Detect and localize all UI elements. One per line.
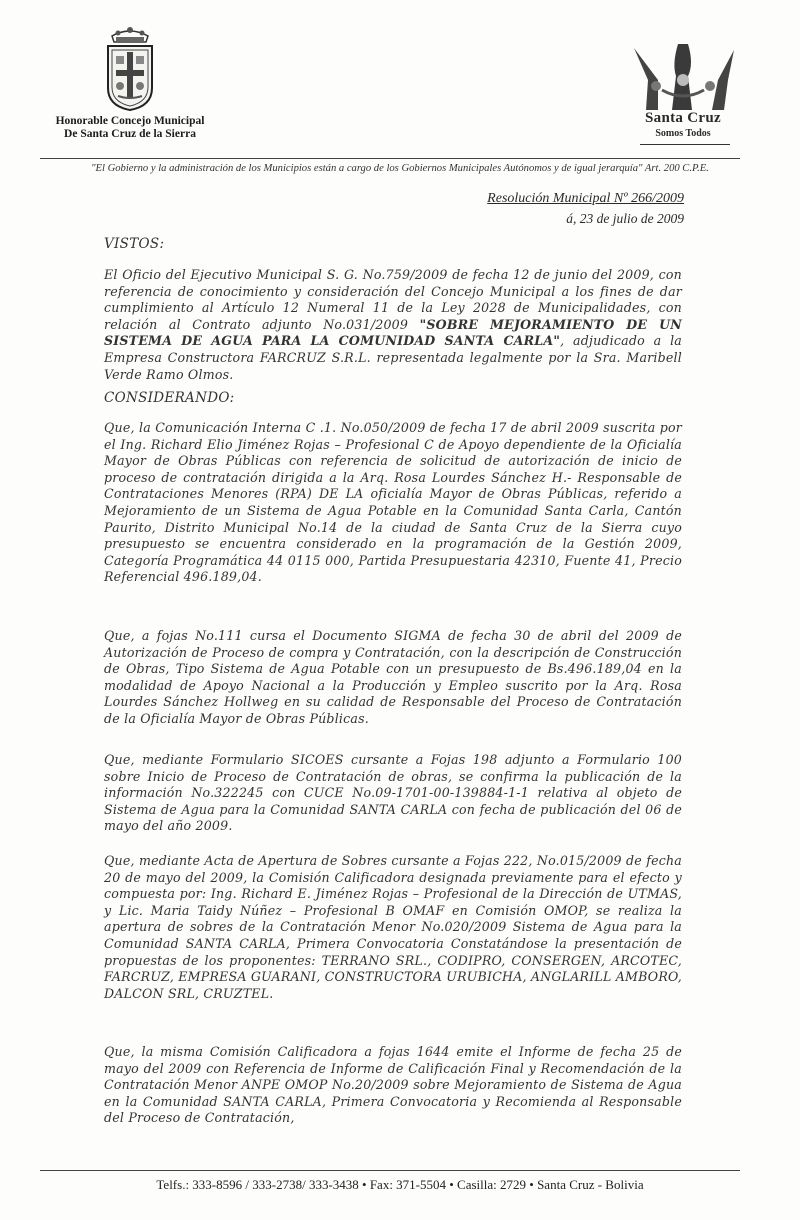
org-name-line2: De Santa Cruz de la Sierra [64,128,196,140]
considerando-paragraph-3: Que, mediante Formulario SICOES cursante a Fojas 198 adjunto a Formulario 100 sobre Inicio de Proceso de Contratación de obras, se confirma la publicación de la información No.322245 con CUCE No.09-1701-00-139884-1-1 relativa al objeto de Sistema de Agua para la Comunidad SANTA CARLA con fecha de publicación del 06 de mayo del año 2009. [104,752,682,834]
constitution-quote: "El Gobierno y la administración de los Municipios están a cargo de los Gobiernos Municipales Autónomos y de igual jerarquía" Art. 200 C.P.E. [91,163,709,174]
considerando-paragraph-4: Que, mediante Acta de Apertura de Sobres cursante a Fojas 222, No.015/2009 de fecha 20 de mayo del 2009, la Comisión Calificadora designada previamente para el efecto y compuesta por: Ing. Richard E. Jiménez Rojas – Profesional de la Dirección de UTMAS, y Lic. Maria Taidy Núñez – Profesional B OMAF en Comisión OMOP, se realiza la apertura de sobres de la Contratación Menor No.020/2009 Sistema de Agua para la Comunidad SANTA CARLA, Primera Convocatoria Constatándose la presentación de propuestas de los proponentes: TERRANO SRL., CODIPRO, CONSERGEN, ARCOTEC, FARCRUZ, EMPRESA GUARANI, CONSTRUCTORA URUBICHA, ANGLARILL AMBORO, DALCON SRL, CRUZTEL. [104,853,683,1001]
considerando-paragraph-2: Que, a fojas No.111 cursa el Documento SIGMA de fecha 30 de abril del 2009 de Autorización de Proceso de compra y Contratación, con la descripción de Construcción de Obras, Tipo Sistema de Agua Potable con un presupuesto de Bs.496.189,04 en la modalidad de Apoyo Nacional a la Producción y Empleo suscrito por la Arq. Rosa Lourdes Sánchez Hollweg en su calidad de Responsable del Proceso de Contratación de la Oficialía Mayor de Obras Públicas. [104,628,682,726]
resolution-title: Resolución Municipal Nº 266/2009 [487,191,684,206]
coat-of-arms-icon [104,26,156,112]
logo-subtitle: Somos Todos [655,128,711,139]
footer-divider [40,1170,740,1171]
org-name-line1: Honorable Concejo Municipal [55,115,205,127]
santa-cruz-logo-icon [628,40,740,118]
header-divider [40,158,740,159]
resolution-date: á, 23 de julio de 2009 [566,211,684,226]
vistos-text-part1: El Oficio del Ejecutivo Municipal S. G. No.759/2009 de fecha 12 de junio del 2009, con referencia de conocimiento y consideración del Concejo Municipal a los fines de dar cumplimiento al Artículo 12 Numeral 11 de la Ley 2028 de Municipalidades, con relación al Contrato adjunto No.031/2009 [104,267,682,332]
vistos-paragraph [104,267,682,383]
organization-name [30,115,230,141]
contract-title: "SOBRE MEJORAMIENTO DE UN SISTEMA DE AGUA PARA LA COMUNIDAD SANTA CARLA" [104,316,682,349]
contact-footer: Telfs.: 333-8596 / 333-2738/ 333-3438 • Fax: 371-5504 • Casilla: 2729 • Santa Cruz - Bolivia [156,1177,644,1192]
section-heading-vistos: VISTOS: [104,236,165,252]
logo-underline [640,144,730,145]
vistos-text-part2: , adjudicado a la Empresa Constructora FARCRUZ S.R.L. representada legalmente por la Sra. Maribell Verde Ramo Olmos. [104,333,683,382]
logo-title: Santa Cruz [645,110,721,126]
considerando-paragraph-1: Que, la Comunicación Interna C .1. No.050/2009 de fecha 17 de abril 2009 suscrita por el Ing. Richard Elio Jiménez Rojas – Profesional C de Apoyo dependiente de la Oficialía Mayor de Obras Públicas con referencia de solicitud de autorización de inicio de proceso de contratación dirigida a la Arq. Rosa Lourdes Sánchez H.- Responsable de Contrataciones Menores (RPA) DE LA oficialía Mayor de Obras Públicas, referido a Mejoramiento de un Sistema de Agua Potable en la Comunidad Santa Carla, Cantón Paurito, Distrito Municipal No.14 de la ciudad de Santa Cruz de la Sierra cuyo presupuesto se encuentra considerado en la programación de la Gestión 2009, Categoría Programática 44 0115 000, Partida Presupuestaria 42310, Fuente 41, Precio Referencial 496.189,04. [104,420,682,585]
considerando-paragraph-5: Que, la misma Comisión Calificadora a fojas 1644 emite el Informe de fecha 25 de mayo del 2009 con Referencia de Informe de Calificación Final y Recomendación de la Contratación Menor ANPE OMOP No.20/2009 sobre Mejoramiento de Sistema de Agua en la Comunidad SANTA CARLA, Primera Convocatoria y Recomienda al Responsable del Proceso de Contratación, [104,1044,682,1126]
section-heading-considerando: CONSIDERANDO: [104,390,235,406]
